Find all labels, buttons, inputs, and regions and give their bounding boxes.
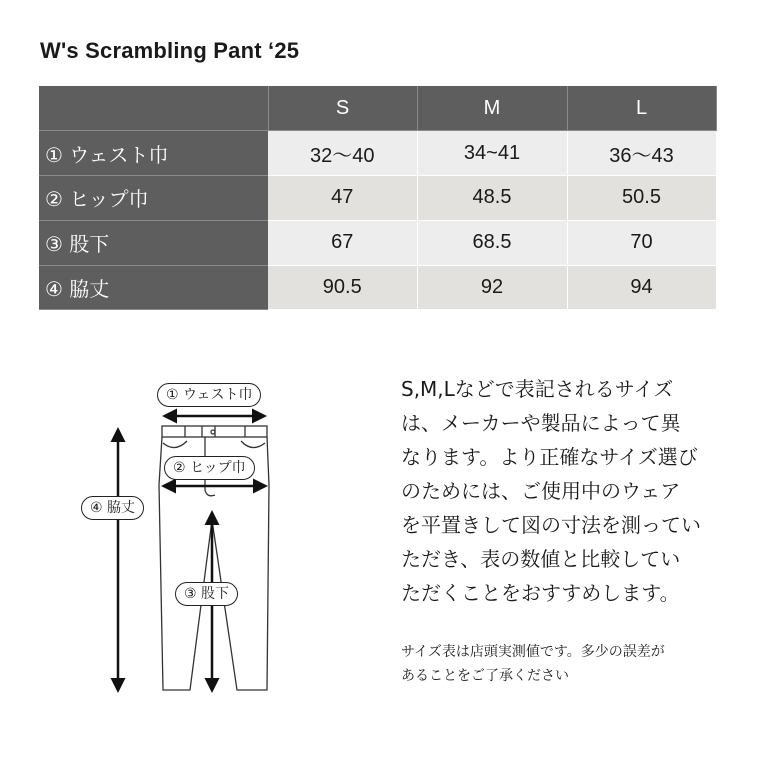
description-line: のためには、ご使用中のウェア xyxy=(401,479,681,503)
hip-label: ② ヒップ巾 xyxy=(164,456,255,480)
table-row xyxy=(39,265,716,310)
table-cell: 92 xyxy=(417,265,567,310)
row-label-inseam: ③ 股下 xyxy=(39,220,268,265)
table-cell: 68.5 xyxy=(417,220,567,265)
table-cell: 32〜40 xyxy=(268,131,417,176)
table-cell: 50.5 xyxy=(567,176,716,221)
description-line: ただくことをおすすめします。 xyxy=(401,581,680,605)
size-description xyxy=(401,372,741,610)
description-line: ただき、表の数値と比較してい xyxy=(401,547,681,571)
table-cell: 34~41 xyxy=(417,131,567,176)
inseam-label: ③ 股下 xyxy=(175,582,238,606)
row-label-side-length: ④ 脇丈 xyxy=(39,265,268,310)
table-row xyxy=(39,220,716,265)
description-line: なります。より正確なサイズ選び xyxy=(401,445,698,469)
side-length-label: ④ 脇丈 xyxy=(81,496,144,520)
row-label-hip: ② ヒップ巾 xyxy=(39,176,268,221)
note-line: あることをご了承ください xyxy=(401,668,569,684)
table-cell: 70 xyxy=(567,220,716,265)
pants-measurement-diagram xyxy=(75,375,290,705)
size-table xyxy=(39,86,717,310)
table-cell: 90.5 xyxy=(268,265,417,310)
waist-label: ① ウェスト巾 xyxy=(157,383,261,407)
column-header-l: L xyxy=(567,86,716,131)
column-header-m: M xyxy=(417,86,567,131)
table-header-row xyxy=(39,86,716,131)
row-label-waist: ① ウェスト巾 xyxy=(39,131,268,176)
table-cell: 47 xyxy=(268,176,417,221)
table-cell: 36〜43 xyxy=(567,131,716,176)
table-cell: 94 xyxy=(567,265,716,310)
note-line: サイズ表は店頭実測値です。多少の誤差が xyxy=(401,644,665,660)
size-note xyxy=(401,640,741,688)
table-row xyxy=(39,131,716,176)
table-cell: 67 xyxy=(268,220,417,265)
pants-illustration xyxy=(75,375,290,705)
description-line: S,M,Lなどで表記されるサイズ xyxy=(401,377,674,401)
table-corner-cell xyxy=(39,86,268,131)
description-line: は、メーカーや製品によって異 xyxy=(401,411,681,435)
table-cell: 48.5 xyxy=(417,176,567,221)
table-row xyxy=(39,176,716,221)
page-title: W's Scrambling Pant ‘25 xyxy=(40,38,300,63)
description-line: を平置きして図の寸法を測ってい xyxy=(401,513,701,537)
column-header-s: S xyxy=(268,86,417,131)
